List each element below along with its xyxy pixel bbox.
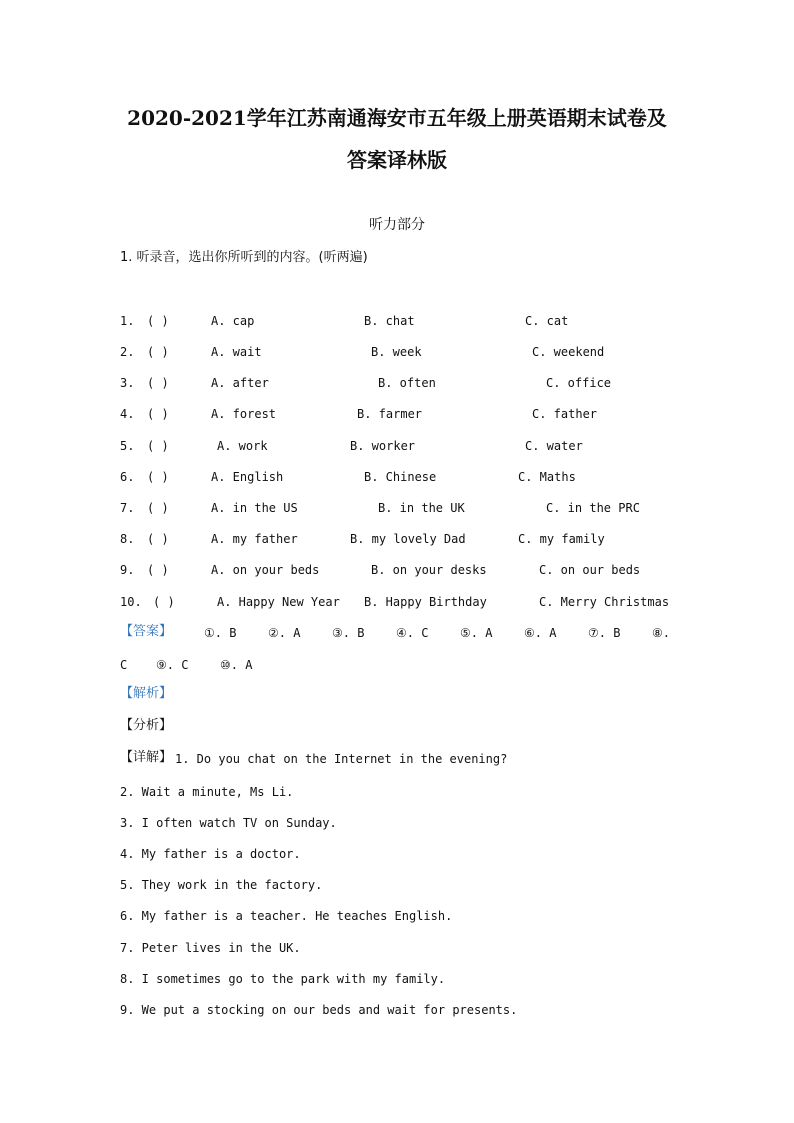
detail-line: 3. I often watch TV on Sunday. xyxy=(120,816,337,830)
detail-line: 8. I sometimes go to the park with my family. xyxy=(120,972,446,986)
doc-title-line-2: 答案译林版 xyxy=(347,148,447,172)
answer-blank: ( ) xyxy=(153,595,175,609)
answer-blank: ( ) xyxy=(147,439,169,453)
option-b: B. on your desks xyxy=(371,563,487,577)
question-row xyxy=(0,374,794,394)
option-b: B. Happy Birthday xyxy=(364,595,487,609)
option-a: A. on your beds xyxy=(211,563,320,577)
option-b: B. my lovely Dad xyxy=(350,532,466,546)
question-number: 8. xyxy=(120,532,135,546)
answer-blank: ( ) xyxy=(147,563,169,577)
detail-line: 6. My father is a teacher. He teaches English. xyxy=(120,909,453,923)
answer-blank: ( ) xyxy=(147,407,169,421)
question-number: 4. xyxy=(120,407,135,421)
answer-item: C xyxy=(120,658,128,672)
answer-item: ④. C xyxy=(396,626,429,640)
option-b: B. often xyxy=(378,376,436,390)
question-row xyxy=(0,593,794,613)
option-c: C. office xyxy=(546,376,612,390)
question-number: 3. xyxy=(120,376,135,390)
answer-blank: ( ) xyxy=(147,345,169,359)
answer-item: ⑤. A xyxy=(460,626,493,640)
option-a: A. work xyxy=(217,439,268,453)
option-b: B. in the UK xyxy=(378,501,465,515)
option-a: A. Happy New Year xyxy=(217,595,340,609)
option-a: A. cap xyxy=(211,314,255,328)
detail-line: 5. They work in the factory. xyxy=(120,878,323,892)
answer-item: ⑧. xyxy=(652,626,670,640)
section-heading: 听力部分 xyxy=(369,217,425,233)
answer-blank: ( ) xyxy=(147,470,169,484)
option-c: C. water xyxy=(525,439,583,453)
option-b: B. week xyxy=(371,345,422,359)
answer-item: ⑥. A xyxy=(524,626,557,640)
doc-title-line-1: 2020-2021学年江苏南通海安市五年级上册英语期末试卷及 xyxy=(127,106,667,130)
question-number: 6. xyxy=(120,470,135,484)
question-row xyxy=(0,561,794,581)
detail-line: 1. Do you chat on the Internet in the evening? xyxy=(175,752,508,766)
question-row xyxy=(0,530,794,550)
option-c: C. Merry Christmas xyxy=(539,595,670,609)
option-a: A. my father xyxy=(211,532,298,546)
option-a: A. English xyxy=(211,470,284,484)
option-c: C. Maths xyxy=(518,470,576,484)
option-b: B. farmer xyxy=(357,407,423,421)
option-a: A. after xyxy=(211,376,269,390)
question-instruction: 1. 听录音，选出你所听到的内容。(听两遍) xyxy=(120,250,368,265)
option-a: A. wait xyxy=(211,345,262,359)
option-c: C. weekend xyxy=(532,345,605,359)
question-row xyxy=(0,405,794,425)
answer-blank: ( ) xyxy=(147,501,169,515)
answer-item: ③. B xyxy=(332,626,365,640)
option-b: B. chat xyxy=(364,314,415,328)
option-c: C. father xyxy=(532,407,598,421)
question-number: 5. xyxy=(120,439,135,453)
question-number: 7. xyxy=(120,501,135,515)
answer-label: 【答案】 xyxy=(120,624,173,639)
answer-item: ⑨. C xyxy=(156,658,189,672)
option-c: C. in the PRC xyxy=(546,501,640,515)
option-b: B. Chinese xyxy=(364,470,437,484)
question-number: 2. xyxy=(120,345,135,359)
question-number: 1. xyxy=(120,314,135,328)
answer-item: ①. B xyxy=(204,626,237,640)
option-a: A. forest xyxy=(211,407,277,421)
detail-line: 7. Peter lives in the UK. xyxy=(120,941,301,955)
option-a: A. in the US xyxy=(211,501,298,515)
fenxi-label: 【分析】 xyxy=(120,718,173,733)
option-c: C. cat xyxy=(525,314,569,328)
answer-item: ⑩. A xyxy=(220,658,253,672)
detail-line: 9. We put a stocking on our beds and wait for presents. xyxy=(120,1003,518,1017)
question-row xyxy=(0,468,794,488)
question-number: 10. xyxy=(120,595,142,609)
answer-item: ⑦. B xyxy=(588,626,621,640)
option-c: C. my family xyxy=(518,532,605,546)
detail-line: 4. My father is a doctor. xyxy=(120,847,301,861)
detail-line: 2. Wait a minute, Ms Li. xyxy=(120,785,294,799)
analysis-label: 【解析】 xyxy=(120,686,173,701)
answer-blank: ( ) xyxy=(147,532,169,546)
detail-label: 【详解】 xyxy=(120,750,173,765)
question-number: 9. xyxy=(120,563,135,577)
question-row xyxy=(0,499,794,519)
question-row xyxy=(0,312,794,332)
question-row xyxy=(0,343,794,363)
answer-item: ②. A xyxy=(268,626,301,640)
option-c: C. on our beds xyxy=(539,563,641,577)
answer-blank: ( ) xyxy=(147,376,169,390)
option-b: B. worker xyxy=(350,439,416,453)
question-row xyxy=(0,437,794,457)
answer-blank: ( ) xyxy=(147,314,169,328)
